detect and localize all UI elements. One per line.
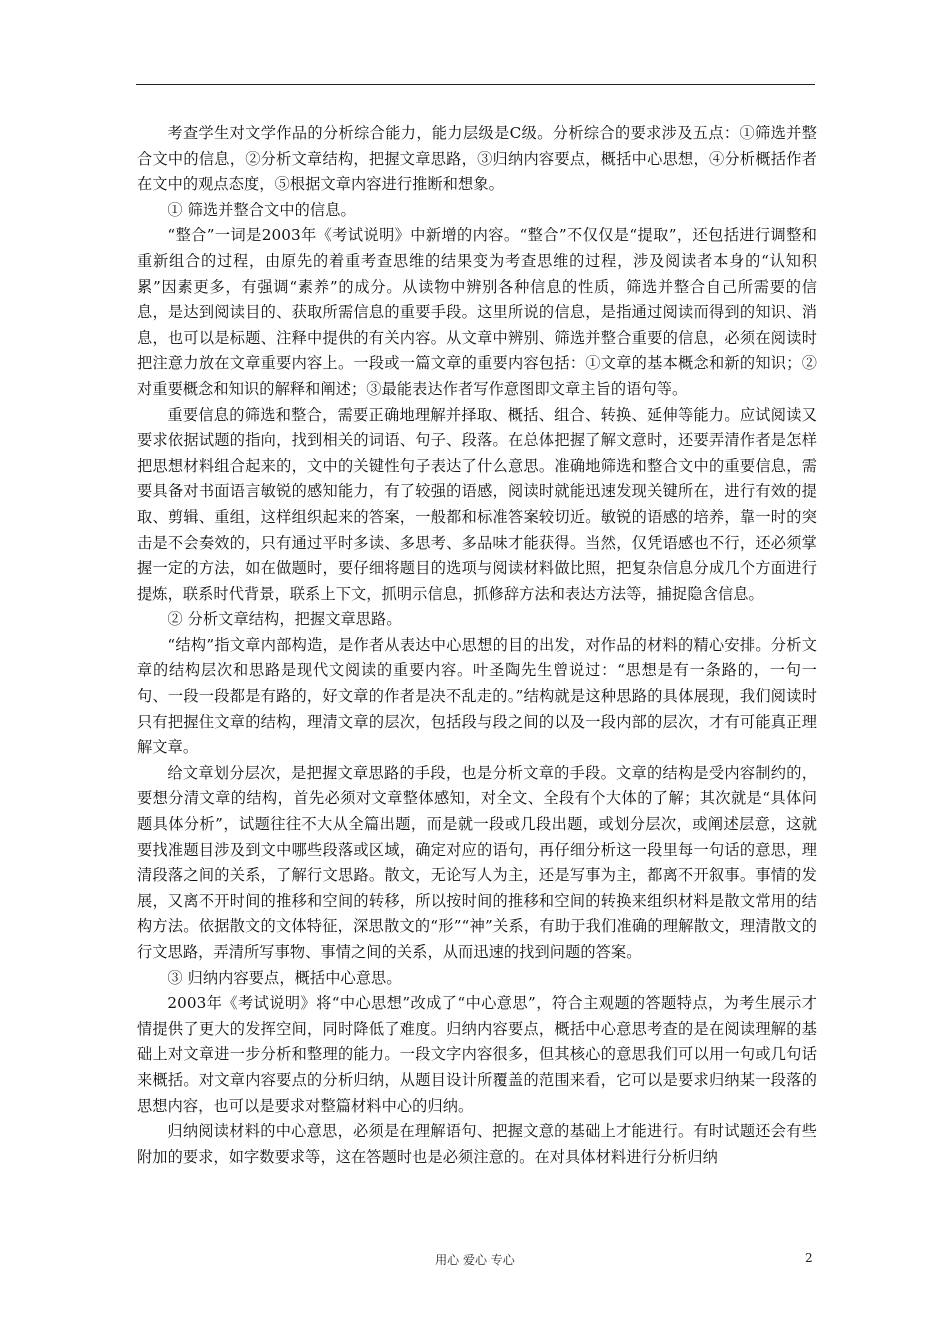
header-rule — [136, 84, 815, 85]
paragraph: 考查学生对文学作品的分析综合能力，能力层级是C级。分析综合的要求涉及五点：①筛选并整合文中的信息，②分析文章结构，把握文章思路，③归纳内容要点，概括中心思想，④分析概括作者在文中的观点态度，⑤根据文章内容进行推断和想象。 — [137, 124, 817, 194]
paragraph: “结构”指文章内部构造，是作者从表达中心思想的目的出发，对作品的材料的精心安排。分析文章的结构层次和思路是现代文阅读的重要内容。叶圣陶先生曾说过：“思想是有一条路的，一句一句、一段一段都是有路的，好文章的作者是决不乱走的。”结构就是这种思路的具体展现，我们阅读时只有把握住文章的结构，理清文章的层次，包括段与段之间的以及一段内部的层次，才有可能真正理解文章。 — [137, 635, 817, 757]
section-heading: ① 筛选并整合文中的信息。 — [167, 200, 356, 219]
paragraph: 2003年《考试说明》将“中心思想”改成了“中心意思”，符合主观题的答题特点，为考生展示才情提供了更大的发挥空间，同时降低了难度。归纳内容要点，概括中心意思考查的是在阅读理解的基础上对文章进一步分析和整理的能力。一段文字内容很多，但其核心的意思我们可以用一句或几句话来概括。对文章内容要点的分析归纳，从题目设计所覆盖的范围来看，它可以是要求归纳某一段落的思想内容，也可以是要求对整篇材料中心的归纳。 — [137, 994, 817, 1115]
paragraph: “整合”一词是2003年《考试说明》中新增的内容。“整合”不仅仅是“提取”，还包括进行调整和重新组合的过程，由原先的着重考查思维的结果变为考查思维的过程，涉及阅读者本身的“认知积累”因素更多，有强调“素养”的成分。从读物中辨别各种信息的性质，筛选并整合自己所需要的信息，是达到阅读目的、获取所需信息的重要手段。这里所说的信息，是指通过阅读而得到的知识、消息，也可以是标题、注释中提供的有关内容。从文章中辨别、筛选并整合重要的信息，必须在阅读时把注意力放在文章重要内容上。一段或一篇文章的重要内容包括：①文章的基本概念和新的知识；②对重要概念和知识的解释和阐述；③最能表达作者写作意图即文章主旨的语句等。 — [137, 226, 817, 398]
section-heading: ③ 归纳内容要点，概括中心意思。 — [167, 968, 402, 987]
paragraph: 给文章划分层次，是把握文章思路的手段，也是分析文章的手段。文章的结构是受内容制约的，要想分清文章的结构，首先必须对文章整体感知，对全文、全段有个大体的了解；其次就是“具体问题具体分析”，试题往往不大从全篇出题，而是就一段或几段出题，或划分层次，或阐述层意，这就要找准题目涉及到文中哪些段落或区域，确定对应的语句，再仔细分析这一段里每一句话的意思，理清段落之间的关系，了解行文思路。散文，无论写人为主，还是写事为主，都离不开叙事。事情的发展，又离不开时间的推移和空间的转移，所以按时间的推移和空间的转换来组织材料是散文常用的结构方法。依据散文的文体特征，深思散文的“形”“神”关系，有助于我们准确的理解散文，理清散文的行文思路，弄清所写事物、事情之间的关系，从而迅速的找到问题的答案。 — [137, 763, 817, 961]
page-footer — [0, 1251, 950, 1271]
footer-motto: 用心 爱心 专心 — [435, 1253, 515, 1267]
page-number: 2 — [805, 1251, 813, 1265]
paragraph: 重要信息的筛选和整合，需要正确地理解并择取、概括、组合、转换、延伸等能力。应试阅读又要求依据试题的指向，找到相关的词语、句子、段落。在总体把握了解文意时，还要弄清作者是怎样把思想材料组合起来的，文中的关键性句子表达了什么意思。准确地筛选和整合文中的重要信息，需要具备对书面语言敏锐的感知能力，有了较强的语感，阅读时就能迅速发现关键所在，进行有效的提取、剪辑、重组，这样组织起来的答案，一般都和标准答案较切近。敏锐的语感的培养，靠一时的突击是不会奏效的，只有通过平时多读、多思考、多品味才能获得。当然，仅凭语感也不行，还必须掌握一定的方法，如在做题时，要仔细将题目的选项与阅读材料做比照，把复杂信息分成几个方面进行提炼，联系时代背景，联系上下文，抓明示信息，抓修辞方法和表达方法等，捕捉隐含信息。 — [137, 405, 817, 603]
paragraph: 归纳阅读材料的中心意思，必须是在理解语句、把握文意的基础上才能进行。有时试题还会有些附加的要求，如字数要求等，这在答题时也是必须注意的。在对具体材料进行分析归纳 — [137, 1122, 817, 1166]
section-heading: ② 分析文章结构，把握文章思路。 — [167, 610, 402, 629]
document-body — [137, 121, 817, 1170]
